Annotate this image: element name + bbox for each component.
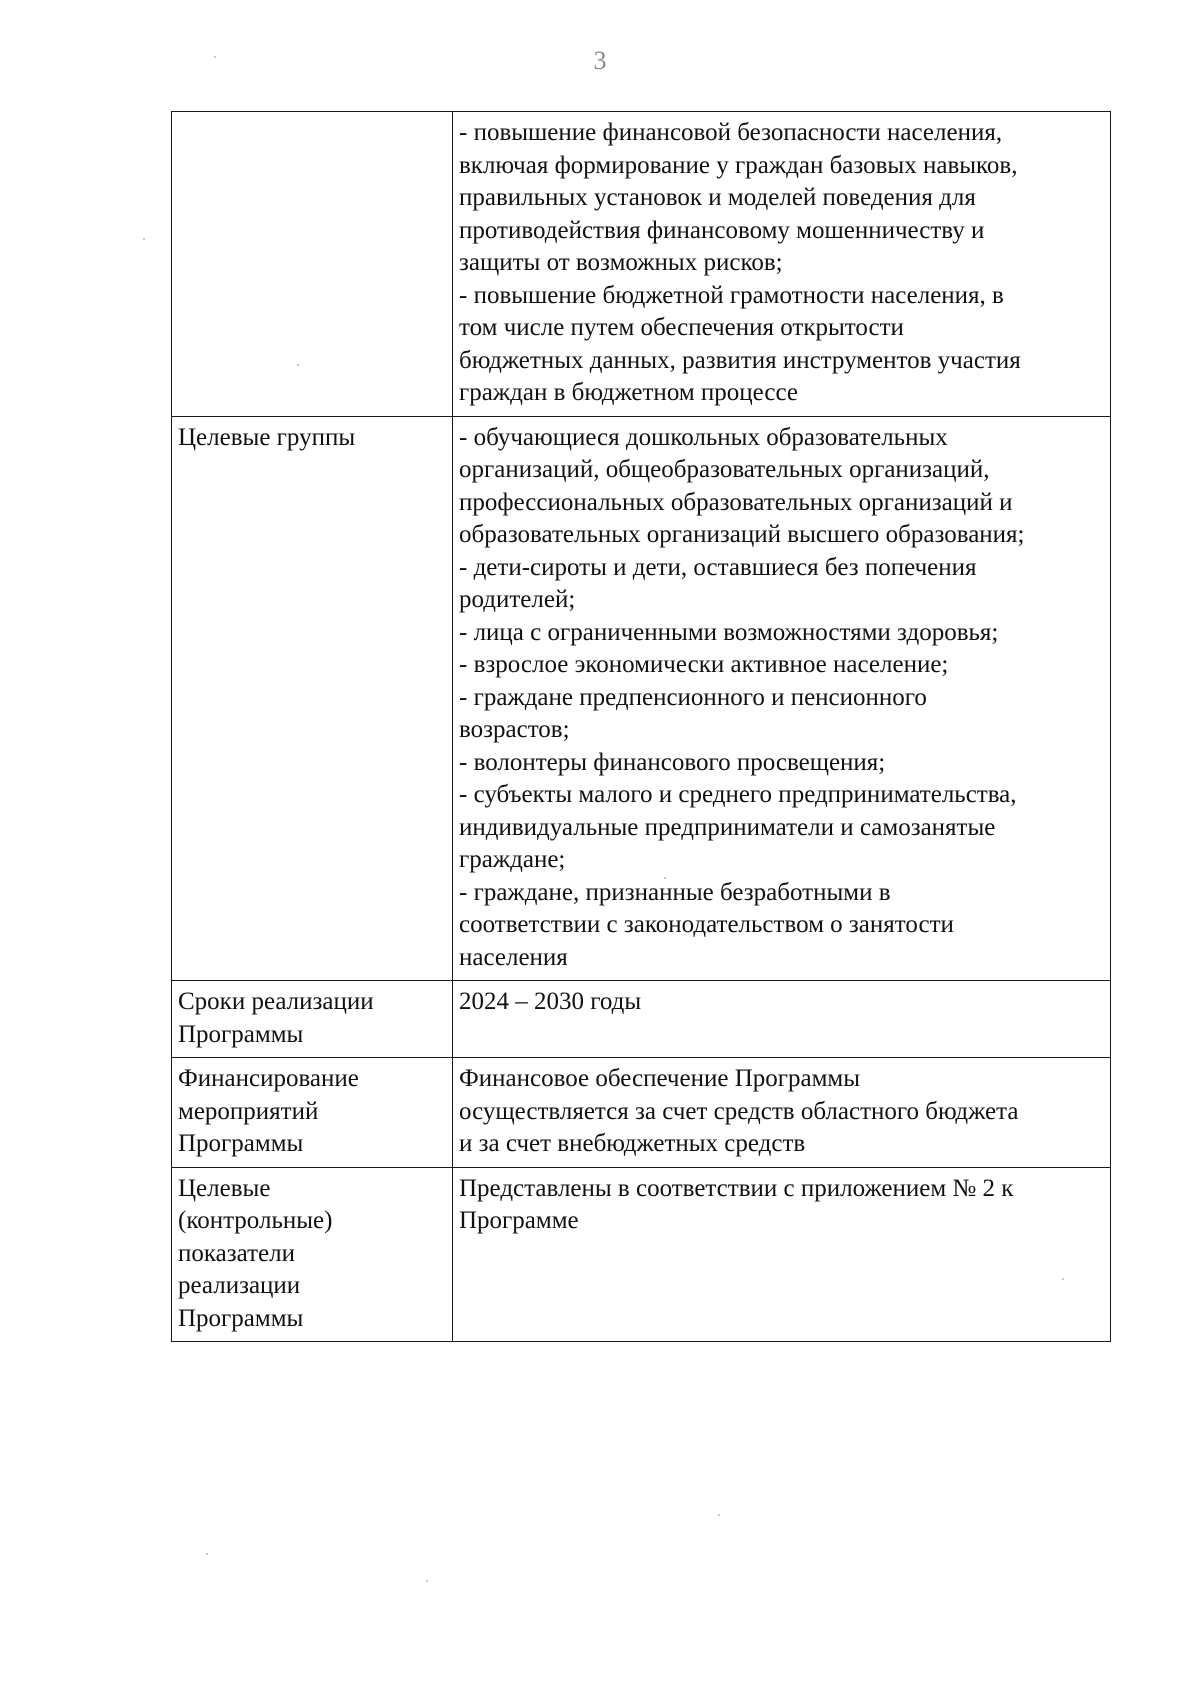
value-line: возрастов; [459,716,570,743]
page-number: 3 [593,46,607,75]
row-value-cell [453,1058,1111,1168]
label-line: Программы [178,1130,304,1157]
label-line: Сроки реализации [178,988,374,1015]
value-line: образовательных организаций высшего образования; [459,521,1025,548]
label-line: Программы [178,1304,304,1332]
value-line: организаций, общеобразовательных организаций, [459,456,990,483]
value-line: Представлены в соответствии с приложением № 2 к [459,1174,1014,1202]
scan-speck [664,877,666,879]
row-label-cell [172,416,453,981]
value-line: индивидуальные предприниматели и самозанятые [459,813,996,841]
label-line: показатели [178,1239,295,1267]
value-line: защиты от возможных рисков; [459,249,783,276]
table-row [172,1167,1111,1342]
value-line: граждан в бюджетном процессе [459,379,798,406]
row-value-cell [453,416,1111,981]
label-line: Целевые группы [178,423,356,451]
table-row [172,416,1111,981]
value-line: - дети-сироты и дети, оставшиеся без попечения [459,553,977,581]
label-line: мероприятий [178,1097,319,1125]
program-passport-table [171,111,1111,1342]
scan-speck [1062,1278,1064,1280]
value-line: - повышение финансовой безопасности населения, [459,119,1003,146]
scan-speck [426,1580,428,1582]
row-value-cell [453,981,1111,1058]
value-line: - обучающиеся дошкольных образовательных [459,423,948,451]
value-line: Программе [459,1207,579,1234]
label-line: Целевые [178,1174,271,1202]
value-line: родителей; [459,586,576,613]
row-label-cell [172,981,453,1058]
value-line: включая формирование у граждан базовых навыков, [459,151,1018,179]
row-label-cell [172,1167,453,1342]
row-label-cell [172,1058,453,1168]
value-line: - повышение бюджетной грамотности населения, в [459,281,1004,309]
label-line: Финансирование [178,1065,359,1092]
value-line: Финансовое обеспечение Программы [459,1065,861,1092]
value-line: - граждане предпенсионного и пенсионного [459,683,927,711]
value-line: - граждане, признанные безработными в [459,878,891,906]
scan-speck [143,238,145,240]
table-row [172,981,1111,1058]
value-line: бюджетных данных, развития инструментов участия [459,346,1021,374]
value-line: - субъекты малого и среднего предпринимательства, [459,781,1017,808]
value-line: - волонтеры финансового просвещения; [459,748,886,776]
value-line: граждане; [459,846,566,873]
value-line: населения [459,943,568,971]
table-row [172,1058,1111,1168]
value-line: - взрослое экономически активное население; [459,651,949,678]
scan-speck [214,56,216,58]
value-line: 2024 – 2030 годы [459,988,642,1015]
value-line: осуществляется за счет средств областного бюджета [459,1097,1019,1125]
value-line: соответствии с законодательством о занятости [459,911,954,938]
scan-speck [206,1553,208,1555]
value-line: противодействия финансовому мошенничеству и [459,216,985,244]
value-line: и за счет внебюджетных средств [459,1130,806,1157]
label-line: (контрольные) [178,1207,333,1234]
scan-speck [718,1514,720,1516]
label-line: Программы [178,1020,304,1048]
value-line: том числе путем обеспечения открытости [459,314,904,341]
value-line: профессиональных образовательных организаций и [459,488,1013,516]
row-value-cell [453,112,1111,417]
label-line: реализации [178,1272,301,1299]
row-label-cell [172,112,453,417]
row-value-cell [453,1167,1111,1342]
value-line: - лица с ограниченными возможностями здоровья; [459,618,999,646]
table-row [172,112,1111,417]
scan-speck [297,364,299,366]
value-line: правильных установок и моделей поведения для [459,184,976,211]
